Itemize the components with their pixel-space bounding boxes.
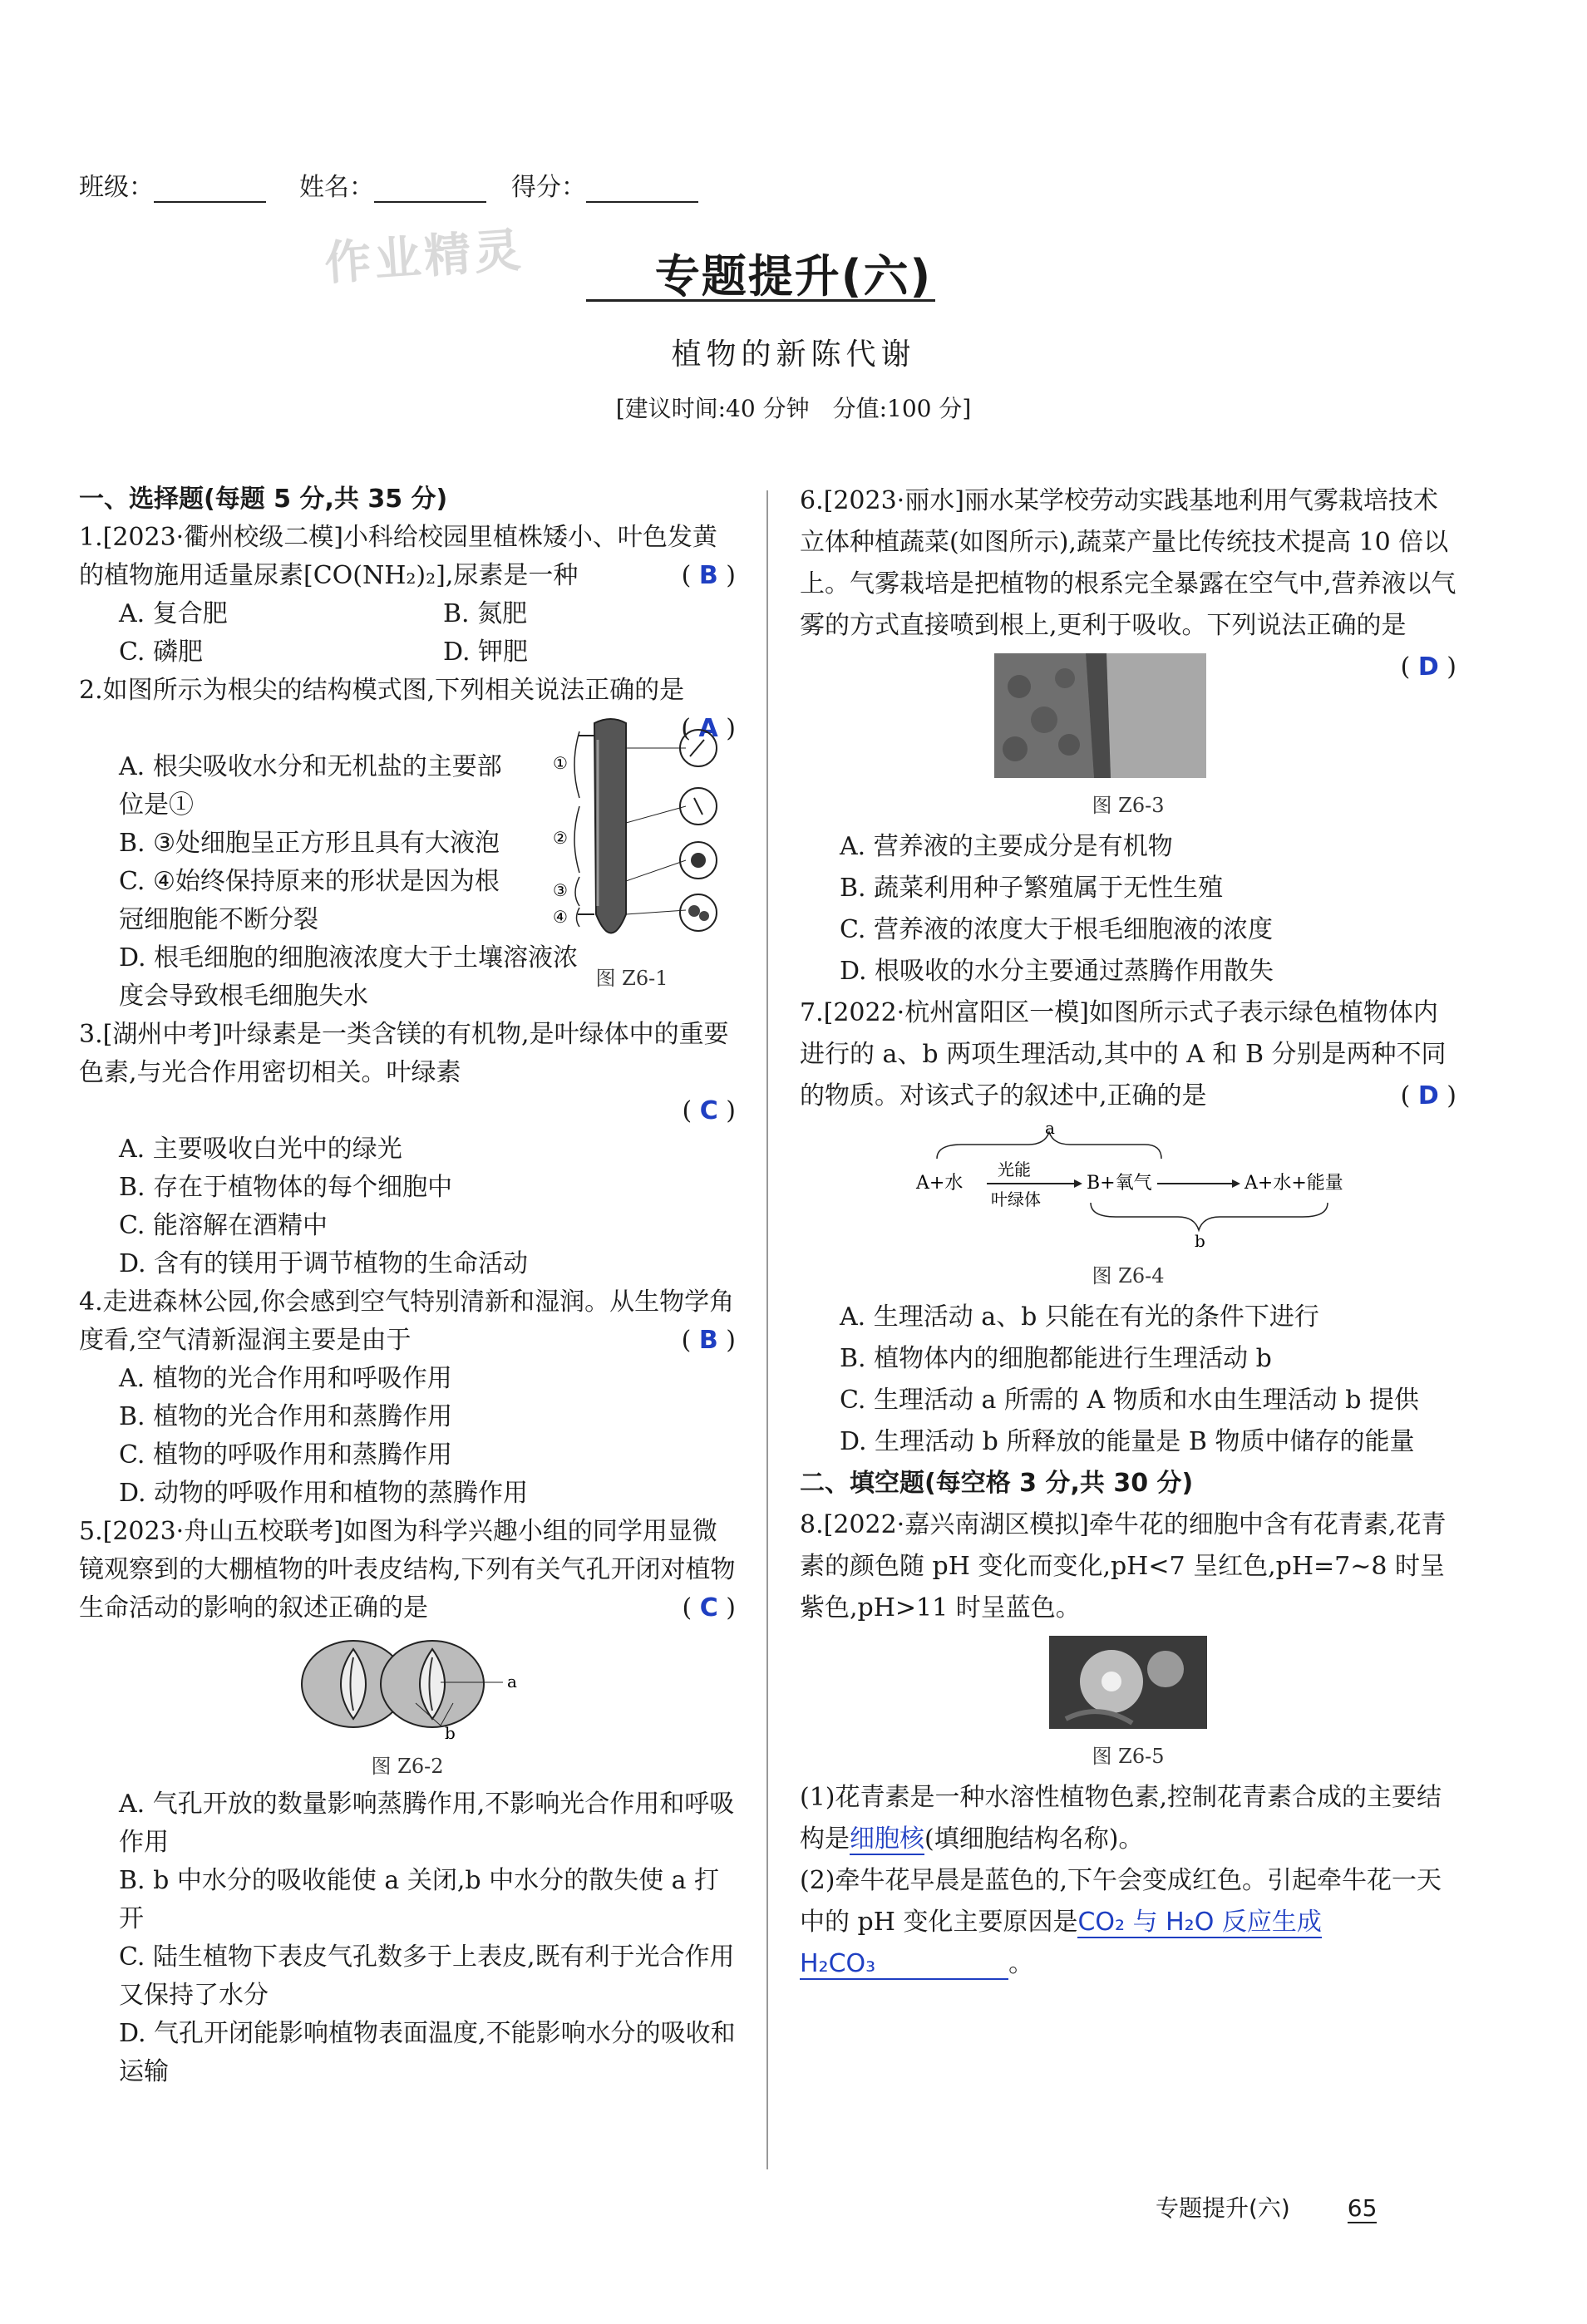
q5-figure-caption: 图 Z6-2	[371, 1755, 444, 1778]
page-footer	[1156, 2190, 1377, 2223]
question-4	[79, 1283, 736, 1513]
q6-options	[800, 826, 1456, 992]
q2-figure-caption: 图 Z6-1	[595, 967, 668, 990]
page-title: 专题提升(六)	[654, 250, 933, 303]
q8-part-2: (2)牵牛花早晨是蓝色的,下午会变成红色。引起牵牛花一天中的 pH 变化主要原因是CO₂ 与 H₂O 反应生成 H₂CO₃ 。	[800, 1866, 1442, 1978]
q5-answer: ( C )	[682, 1593, 736, 1622]
q7-answer: ( D )	[1400, 1081, 1456, 1110]
q7-option-c[interactable]: C. 生理活动 a 所需的 A 物质和水由生理活动 b 提供	[840, 1386, 1419, 1415]
score-blank[interactable]	[586, 176, 698, 203]
title-rule	[586, 299, 935, 302]
q4-option-c[interactable]: C. 植物的呼吸作用和蒸腾作用	[119, 1440, 452, 1470]
name-blank[interactable]	[374, 176, 486, 203]
q5-option-c[interactable]: C. 陆生植物下表皮气孔数多于上表皮,既有利于光合作用又保持了水分	[119, 1942, 735, 2010]
q5-option-d[interactable]: D. 气孔开闭能影响植物表面温度,不能影响水分的吸收和运输	[119, 2019, 736, 2086]
q4-option-a[interactable]: A. 植物的光合作用和呼吸作用	[119, 1364, 452, 1393]
q4-answer: ( B )	[681, 1326, 736, 1355]
root-tip-figure	[528, 715, 736, 992]
q2-option-c[interactable]: C. ④始终保持原来的形状是因为根冠细胞能不断分裂	[119, 867, 500, 934]
watermark: 作业精灵	[323, 223, 526, 292]
section-choice-heading: 一、选择题(每题 5 分,共 35 分)	[79, 485, 448, 514]
question-8	[800, 1504, 1456, 1985]
footer-label: 专题提升(六)	[1156, 2194, 1290, 2222]
svg-text:①: ①	[553, 753, 568, 773]
page-subtitle: 植物的新陈代谢	[671, 337, 916, 372]
left-column	[79, 480, 736, 2091]
stomata-diagram	[274, 1632, 540, 1741]
svg-text:叶绿体: 叶绿体	[991, 1189, 1041, 1209]
q3-stem: 3.[湖州中考]叶绿素是一类含镁的有机物,是叶绿体中的重要色素,与光合作用密切相关。叶绿素	[79, 1020, 729, 1087]
svg-text:a: a	[507, 1672, 517, 1691]
question-3	[79, 1016, 736, 1283]
stomata-figure	[79, 1632, 736, 1780]
q4-stem: 4.走进森林公园,你会感到空气特别清新和湿润。从生物学角度看,空气清新湿润主要是由于	[79, 1288, 735, 1355]
q6-option-b[interactable]: B. 蔬菜利用种子繁殖属于无性生殖	[840, 874, 1224, 903]
q4-option-d[interactable]: D. 动物的呼吸作用和植物的蒸腾作用	[119, 1479, 529, 1508]
q1-options	[79, 595, 736, 672]
svg-text:A+水: A+水	[916, 1173, 964, 1194]
q3-option-a[interactable]: A. 主要吸收白光中的绿光	[119, 1135, 402, 1164]
q2-stem: 2.如图所示为根尖的结构模式图,下列相关说法正确的是	[79, 676, 685, 705]
q7-stem: 7.[2022·杭州富阳区一模]如图所示式子表示绿色植物体内进行的 a、b 两项生理活动,其中的 A 和 B 分别是两种不同的物质。对该式子的叙述中,正确的是	[800, 998, 1447, 1110]
svg-text:②: ②	[553, 828, 568, 848]
q1-option-a[interactable]: A. 复合肥	[119, 599, 228, 628]
q3-option-d[interactable]: D. 含有的镁用于调节植物的生命活动	[119, 1249, 529, 1278]
q6-stem: 6.[2023·丽水]丽水某学校劳动实践基地利用气雾栽培技术立体种植蔬菜(如图所示),蔬菜产量比传统技术提高 10 倍以上。气雾栽培是把植物的根系完全暴露在空气中,营养液以气雾的方式直接喷到根上,更利于吸收。下列说法正确的是	[800, 486, 1456, 640]
q5-stem: 5.[2023·舟山五校联考]如图为科学兴趣小组的同学用显微镜观察到的大棚植物的叶表皮结构,下列有关气孔开闭对植物生命活动的影响的叙述正确的是	[79, 1517, 736, 1622]
q4-option-b[interactable]: B. 植物的光合作用和蒸腾作用	[119, 1402, 453, 1431]
q5-option-b[interactable]: B. b 中水分的吸收能使 a 关闭,b 中水分的散失使 a 打开	[119, 1866, 720, 1933]
q5-options	[79, 1785, 736, 2091]
svg-text:b: b	[1195, 1231, 1205, 1248]
question-6	[800, 480, 1456, 992]
reaction-equation	[912, 1124, 1344, 1248]
q6-answer: ( D )	[1400, 652, 1456, 682]
class-field: 班级：	[79, 166, 266, 203]
q1-stem: 1.[2023·衢州校级二模]小科给校园里植株矮小、叶色发黄的植物施用适量尿素[CO(NH₂)₂],尿素是一种	[79, 523, 717, 590]
svg-text:A+水+能量: A+水+能量	[1244, 1173, 1343, 1194]
svg-text:④: ④	[553, 907, 568, 927]
aeroponics-figure	[800, 653, 1456, 820]
q4-options	[79, 1360, 736, 1513]
svg-text:③: ③	[553, 880, 568, 900]
q6-option-d[interactable]: D. 根吸收的水分主要通过蒸腾作用散失	[840, 957, 1274, 986]
class-blank[interactable]	[154, 176, 266, 203]
page-number: 65	[1347, 2194, 1378, 2222]
q8-part-1: (1)花青素是一种水溶性植物色素,控制花青素合成的主要结构是细胞核(填细胞结构名称)。	[800, 1783, 1442, 1854]
svg-text:a: a	[1045, 1124, 1055, 1138]
score-field: 得分：	[511, 166, 698, 203]
q7-options	[800, 1297, 1456, 1463]
svg-text:B+氧气: B+氧气	[1087, 1173, 1152, 1194]
section-fill-heading: 二、填空题(每空格 3 分,共 30 分)	[800, 1469, 1194, 1498]
q2-options	[79, 748, 510, 939]
q1-option-b[interactable]: B. 氮肥	[443, 599, 528, 628]
q3-answer: ( C )	[682, 1096, 736, 1125]
morning-glory-figure	[800, 1636, 1456, 1770]
q1-option-c[interactable]: C. 磷肥	[119, 638, 203, 667]
question-1	[79, 519, 736, 672]
question-5	[79, 1513, 736, 2091]
q8-figure-caption: 图 Z6-5	[1092, 1745, 1165, 1768]
q7-option-b[interactable]: B. 植物体内的细胞都能进行生理活动 b	[840, 1344, 1272, 1373]
time-note: [建议时间:40 分钟 分值:100 分]	[615, 395, 972, 422]
q7-option-d[interactable]: D. 生理活动 b 所释放的能量是 B 物质中储存的能量	[840, 1427, 1415, 1456]
q2-answer: ( A )	[681, 714, 736, 743]
q1-answer: ( B )	[681, 561, 736, 590]
svg-text:光能: 光能	[998, 1160, 1031, 1179]
question-7	[800, 992, 1456, 1463]
q7-option-a[interactable]: A. 生理活动 a、b 只能在有光的条件下进行	[840, 1302, 1319, 1332]
q8-answer-2[interactable]: CO₂ 与 H₂O 反应生成 H₂CO₃	[800, 1908, 1322, 1978]
q6-option-a[interactable]: A. 营养液的主要成分是有机物	[840, 832, 1173, 861]
right-column	[800, 480, 1456, 1985]
q5-option-a[interactable]: A. 气孔开放的数量影响蒸腾作用,不影响光合作用和呼吸作用	[119, 1790, 735, 1857]
q1-option-d[interactable]: D. 钾肥	[443, 638, 529, 667]
q2-option-a[interactable]: A. 根尖吸收水分和无机盐的主要部位是①	[119, 752, 502, 820]
column-divider	[766, 490, 768, 2169]
q8-answer-1[interactable]: 细胞核	[850, 1824, 924, 1854]
reaction-figure	[800, 1124, 1456, 1290]
q3-option-c[interactable]: C. 能溶解在酒精中	[119, 1211, 328, 1240]
q3-options	[79, 1130, 736, 1283]
q6-figure-caption: 图 Z6-3	[1092, 794, 1165, 817]
morning-glory-photo	[1049, 1636, 1207, 1729]
q2-option-d[interactable]: D. 根毛细胞的细胞液浓度大于土壤溶液浓度会导致根毛细胞失水	[119, 943, 579, 1011]
root-tip-diagram	[528, 715, 736, 956]
q7-figure-caption: 图 Z6-4	[1092, 1264, 1165, 1288]
q6-option-c[interactable]: C. 营养液的浓度大于根毛细胞液的浓度	[840, 915, 1273, 944]
q2-option-b[interactable]: B. ③处细胞呈正方形且具有大液泡	[119, 829, 500, 858]
q3-option-b[interactable]: B. 存在于植物体的每个细胞中	[119, 1173, 453, 1202]
question-2	[79, 672, 736, 1016]
aeroponics-photo	[994, 653, 1206, 778]
svg-text:b: b	[445, 1723, 456, 1741]
name-field: 姓名：	[299, 166, 486, 203]
q8-stem: 8.[2022·嘉兴南湖区模拟]牵牛花的细胞中含有花青素,花青素的颜色随 pH 变化而变化,pH<7 呈红色,pH=7~8 时呈紫色,pH>11 时呈蓝色。	[800, 1510, 1447, 1622]
